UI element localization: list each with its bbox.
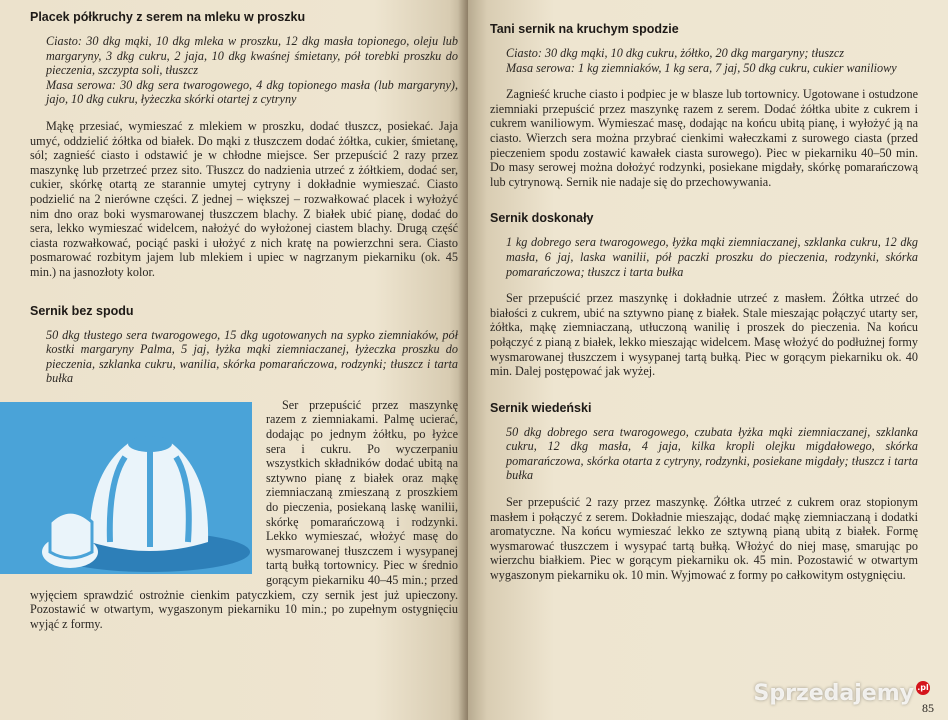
ingredients-line: 1 kg dobrego sera twarogowego, łyżka mąki ziemniaczanej, szklanka cukru, 12 dkg masła, 6 jaj, laska wanilii, pół paczki proszku do pieczenia, rodzynki, skórka pomarańczowa; tłuszcz i tarta bułka	[506, 235, 918, 279]
recipe-title: Sernik doskonały	[490, 211, 594, 226]
recipe-sernik-bez-spodu	[30, 304, 458, 632]
ingredients-line: 50 dkg dobrego sera twarogowego, czubata łyżka mąki ziemniaczanej, szklanka cukru, 12 dkg masła, 4 jaja, kilka kropli olejku migdałowego, skórka pomarańczowa, skórka otarta z cytryny, rodzynki, posiekane migdały; tłuszcz i tarta bułka	[506, 424, 918, 483]
ingredients-line: Masa serowa: 1 kg ziemniaków, 1 kg sera, 7 jaj, 50 dkg cukru, cukier waniliowy	[506, 60, 897, 75]
ingredients-line: Ciasto: 30 dkg mąki, 10 dkg mleka w proszku, 12 dkg masła topionego, oleju lub margaryny, 3 dkg cukru, 2 jaja, 10 dkg kwaśnej śmietany, pół torebki proszku do pieczenia, szczypta soli, tłuszcz	[46, 34, 458, 78]
ingredients-block	[46, 34, 458, 107]
right-page	[468, 0, 948, 720]
recipe-sernik-doskonaly	[490, 211, 918, 378]
recipe-title: Sernik bez spodu	[30, 303, 134, 318]
cheesecake-illustration	[0, 402, 252, 574]
ingredients-line: Ciasto: 30 dkg mąki, 10 dkg cukru, żółtko, 20 dkg margaryny; tłuszcz	[506, 46, 845, 60]
method-text: Ser przepuścić 2 razy przez maszynkę. Żółtka utrzeć z cukrem oraz stopionym masłem i połączyć z serem. Dokładnie mieszając, dodać mąkę ziemniaczaną i dodatki aromatyczne. Na końcu wymieszać lekko ze sztywną pianą ubitą z białek. Formę wysmarować tłuszczem i wysypać tartą bułką. Włożyć do niej masę, smarując po wierzchu białkiem. Piec w gorącym piekarniku ok. 45 min. Pozostawić w otwartym wygaszonym piekarniku ok. 10 min. Wyjmować z formy po całkowitym ostygnięciu.	[490, 495, 918, 583]
bundt-cake-illustration-icon	[0, 402, 252, 574]
ingredients-line: 50 dkg tłustego sera twarogowego, 15 dkg ugotowanych na sypko ziemniaków, pół kostki margaryny Palma, 5 jaj, łyżka mąki ziemniaczanej, łyżeczka proszku do pieczenia, szklanka cukru, wanilia, skórka pomarańczowa, rodzynki; tłuszcz i tarta bułka	[46, 327, 458, 386]
ingredients-block	[46, 328, 458, 386]
page-number: 85	[922, 701, 934, 715]
recipe-title: Placek półkruchy z serem na mleku w proszku	[30, 10, 306, 24]
recipe-title: Tani sernik na kruchym spodzie	[490, 22, 679, 36]
watermark-text: Sprzedajemy	[753, 681, 914, 706]
ingredients-block	[506, 46, 918, 75]
method-text: Zagnieść kruche ciasto i podpiec je w blasze lub tortownicy. Ugotowane i ostudzone ziemniaki przepuścić przez maszynkę razem z serem. Dodać żółtka ubite z cukrem i cukrem waniliowym. Wymieszać masę, dodając na końcu ubitą pianę, i wyłożyć ją na ciasto. Wierzch sera można przybrać cienkimi wałeczkami z surowego ciasta (przed pieczeniem spodu zostawić kawałek ciasta surowego). Piec w piekarniku 40–50 min. Do masy serowej można dołożyć rodzynki, posiekane migdały, skórkę pomarańczową lub cytrynową. Sernik nie nadaje się do przechowywania.	[490, 87, 918, 189]
ingredients-block	[506, 425, 918, 483]
ingredients-line: Masa serowa: 30 dkg sera twarogowego, 4 dkg topionego masła (lub margaryny), jajo, 10 dkg cukru, łyżeczka skórki otartej z cytryny	[46, 77, 458, 107]
recipe-tani-sernik	[490, 22, 918, 189]
watermark-logo	[754, 681, 931, 706]
method-text: Ser przepuścić przez maszynkę razem z ziemniakami. Palmę ucierać, dodając po jednym żółtku, po łyżce sera i cukru. Po wyczerpaniu wszystkich składników dodać ubitą na sztywno pianę z białek oraz mąkę ziemniaczaną zmieszaną z proszkiem do pieczenia, posiekaną laskę wanilii, skórkę pomarańczową i rodzynki. Lekko wymieszać, włożyć masę do wysmarowanej tłuszczem i wysypanej tartą bułką tortownicy. Piec w średnio gorącym piekarniku 40–45 min.; przed wyjęciem sprawdzić ostrożnie cienkim patyczkiem, czy sernik jest już upieczony. Pozostawić w otwartym, wygaszonym piekarniku 10 min.; po zupełnym ostygnięciu wyjąć z formy.	[30, 397, 458, 631]
ingredients-block	[506, 235, 918, 279]
method-text: Ser przepuścić przez maszynkę i dokładnie utrzeć z masłem. Żółtka utrzeć do białości z cukrem, ubić na sztywno pianę z białek. Stale mieszając połączyć utarty ser, żółtka, mąkę ziemniaczaną, utłuczoną wanilię i proszek do pieczenia. Na końcu połączyć z pianą z białek, lekko mieszając widelcem. Masę włożyć do podłużnej formy wysmarowanej tłuszczem i wysypanej tartą bułką. Piec w gorącym piekarniku ok. 40 min. Dalej postępować jak wyżej.	[490, 291, 918, 379]
watermark-badge: .pl	[916, 681, 930, 695]
left-page	[0, 0, 468, 720]
recipe-placek	[30, 10, 458, 280]
method-text: Mąkę przesiać, wymieszać z mlekiem w proszku, dodać tłuszcz, posiekać. Jaja umyć, oddzielić żółtka od białek. Do mąki z tłuszczem dodać żółtka, cukier, śmietanę, sól; zagnieść ciasto i odstawić je w chłodne miejsce. Ser przepuścić 2 razy przez maszynkę lub przetrzeć przez sito. Tłuszcz do nadzienia utrzeć z żółtkiem, dodać ser, cukier, skórkę otartą ze starannie umytej cytryny i dokładnie wymieszać. Ciasto podzielić na 2 nierówne części. Z jednej – większej – rozwałkować placek i wyłożyć nim dno oraz boki wysmarowanej tłuszczem blachy. Z białek ubić pianę, dodać do sera, lekko wymieszać widelcem, nałożyć do wyłożonej ciastem blachy. Drugą część ciasta rozwałkować, pociąć paski i ułożyć z nich kratę na powierzchni sera. Ciasto posmarować rozbitym jajem lub mlekiem i upiec w nagrzanym piekarniku (ok. 45 min.) na jasnozłoty kolor.	[30, 118, 458, 279]
recipe-sernik-wiedenski	[490, 401, 918, 583]
recipe-title: Sernik wiedeński	[490, 400, 592, 415]
